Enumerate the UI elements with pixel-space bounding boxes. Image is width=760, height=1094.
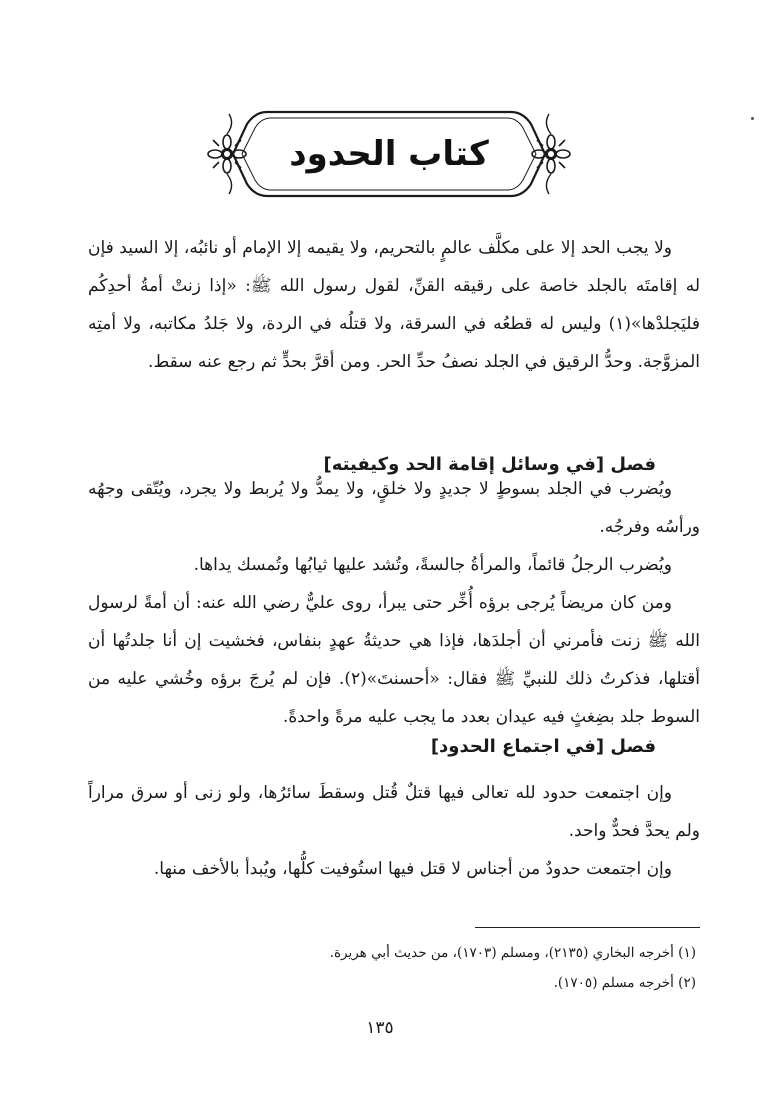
footnotes bbox=[88, 938, 700, 998]
margin-dot bbox=[751, 117, 754, 120]
right-flower-icon bbox=[532, 114, 570, 194]
intro-text bbox=[88, 229, 700, 381]
footnote-2: (٢) أخرجه مسلم (١٧٠٥). bbox=[553, 975, 696, 991]
section-1-paragraph: ومن كان مريضاً يُرجى برؤه أُخِّر حتى يبرأ، روى عليٌّ رضي الله عنه: أن أمةً لرسول الله ﷺ زنت فأمرني أن أجلدَها، فإذا هي حديثةُ عهدٍ بنفاس، فخشيت إن أنا جلدتُها أن أقتلها، فذكرتُ ذلك للنبيِّ ﷺ فقال: «أحسنتَ»(٢). فإن لم يُرجَ برؤه وخُشي عليه من السوط جلد بضِغثٍ فيه عيدان بعدد ما يجب عليه مرةً واحدةً. bbox=[88, 593, 700, 727]
chapter-title: كتاب الحدود bbox=[289, 134, 489, 174]
section-2-paragraph: وإن اجتمعت حدود لله تعالى فيها قتلٌ قُتل وسقطَ سائرُها، ولو زنى أو سرق مراراً ولم يحدَّ فحدٌّ واحد. bbox=[88, 783, 700, 841]
chapter-title-frame bbox=[205, 106, 573, 202]
intro-paragraph: ولا يجب الحد إلا على مكلَّف عالمٍ بالتحريم، ولا يقيمه إلا الإمام أو نائبُه، إلا السيد فإن له إقامتَه بالجلد خاصة على رقيقه القنِّ، لقول رسول الله ﷺ: «إذا زنتْ أمةُ أحدِكُم فليَجلدْها»(١) وليس له قطعُه في السرقة، ولا قتلُه في الردة، ولا جَلدُ مكاتبه، ولا أمتِه المزوَّجة. وحدُّ الرقيق في الجلد نصفُ حدِّ الحر. ومن أقرَّ بحدٍّ ثم رجع عنه سقط. bbox=[88, 238, 700, 372]
section-1-paragraph: ويُضرب في الجلد بسوطٍ لا جديدٍ ولا خلقٍ، ولا يمدُّ ولا يُربط ولا يجرد، ويُتّقى وجهُه ورأسُه وفرجُه. bbox=[88, 479, 700, 537]
footnote-divider bbox=[475, 927, 700, 928]
section-heading-2: فصل [في اجتماع الحدود] bbox=[430, 736, 656, 757]
footnote-1: (١) أخرجه البخاري (٢١٣٥)، ومسلم (١٧٠٣)، من حديث أبي هريرة. bbox=[329, 945, 696, 961]
section-2-paragraph: وإن اجتمعت حدودٌ من أجناس لا قتل فيها استُوفيت كلُّها، ويُبدأ بالأخف منها. bbox=[153, 859, 672, 879]
left-flower-icon bbox=[208, 114, 246, 194]
section-1-paragraph: ويُضرب الرجلُ قائماً، والمرأةُ جالسةً، وتُشد عليها ثيابُها وتُمسك يداها. bbox=[193, 555, 672, 575]
section-2-text bbox=[88, 774, 700, 888]
section-heading-1: فصل [في وسائل إقامة الحد وكيفيته] bbox=[323, 454, 656, 475]
page-number: ١٣٥ bbox=[366, 1018, 394, 1038]
section-1-text bbox=[88, 470, 700, 736]
